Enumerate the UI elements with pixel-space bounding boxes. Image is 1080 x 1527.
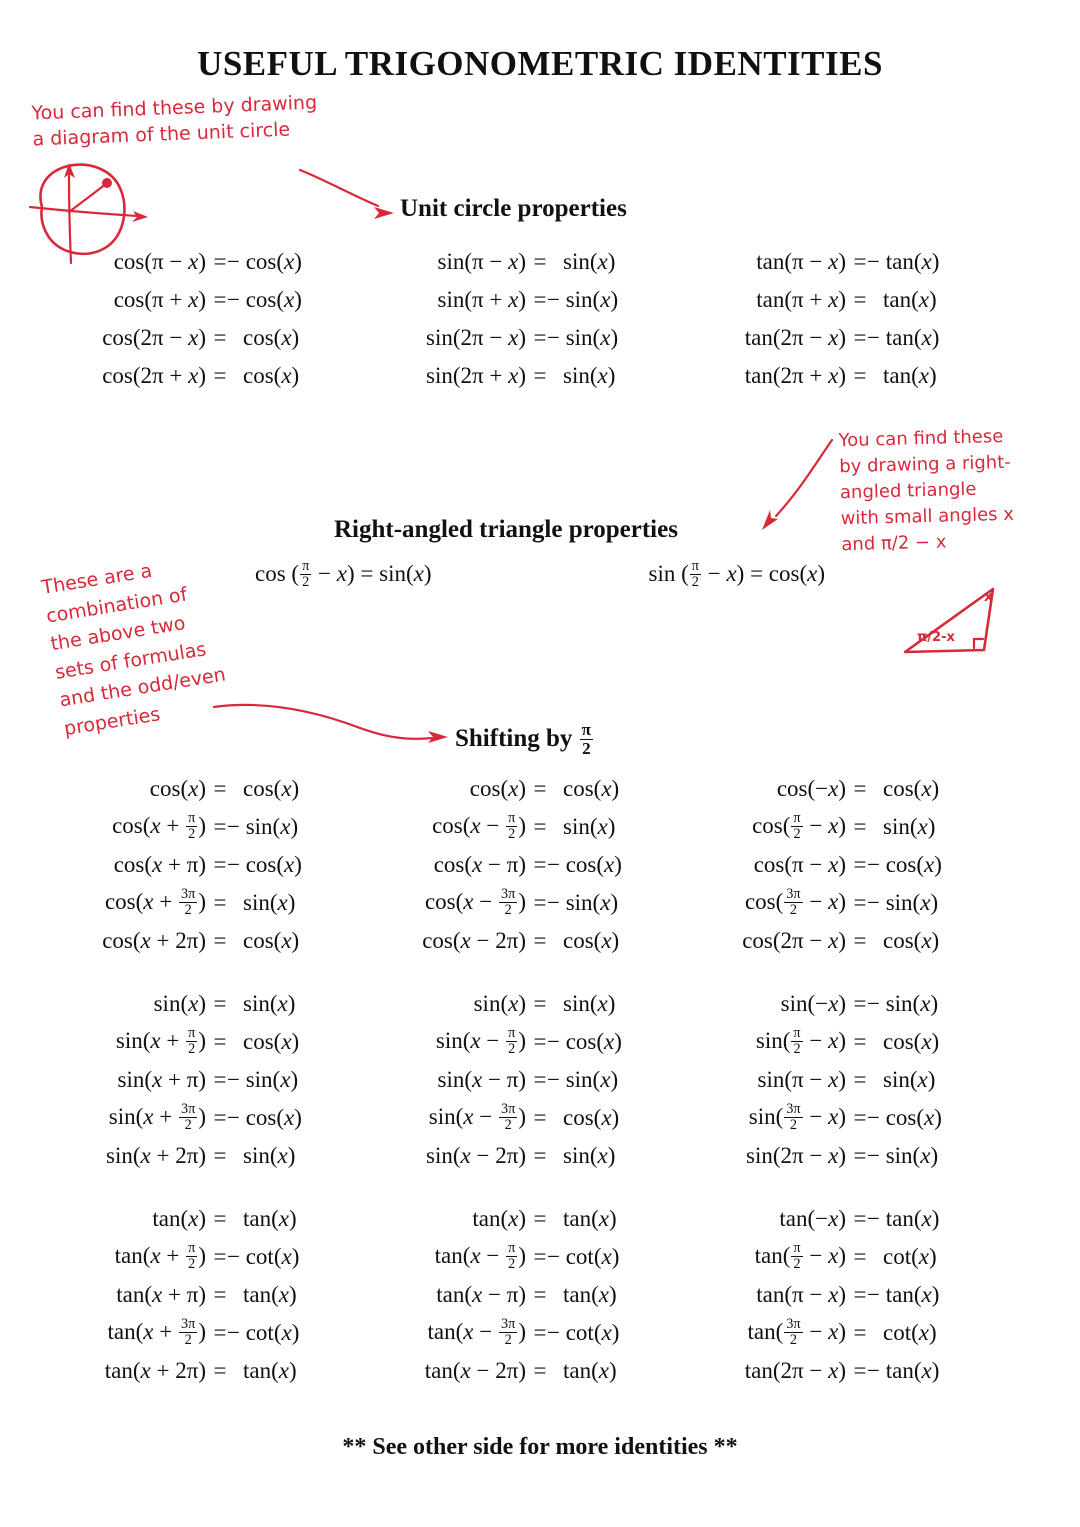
equals-sign: =	[533, 1029, 547, 1054]
formula-lhs: tan(x + $\frac{\pi}{2}$ )	[114, 1239, 206, 1272]
formula-row	[60, 770, 380, 808]
formula-lhs: cos( $\frac{3\pi}{2}$ − x)	[744, 885, 846, 918]
formula-rhs: − sin(x)	[227, 814, 299, 839]
formula-row	[700, 1137, 1020, 1175]
formula-lhs: tan(π + x)	[756, 287, 846, 312]
formula-lhs: tan(π − x)	[756, 1282, 846, 1307]
equals-sign: =	[533, 814, 547, 839]
formula-row	[380, 884, 700, 922]
formula-row	[380, 1238, 700, 1276]
formula-rhs: cot(x)	[883, 1244, 937, 1269]
formula-row	[700, 922, 1020, 960]
formula-row	[60, 1099, 380, 1137]
equals-sign: =	[533, 890, 547, 915]
formula-row	[700, 884, 1020, 922]
formula-row	[60, 281, 380, 319]
formula-rhs: tan(x)	[243, 1282, 297, 1307]
formula-rhs: − sin(x)	[227, 1067, 299, 1092]
equals-sign: =	[213, 1029, 227, 1054]
formula-row	[60, 1023, 380, 1061]
formula-row	[380, 846, 700, 884]
formula-lhs: sin(x + 2π)	[106, 1143, 206, 1168]
equals-sign: =	[533, 249, 547, 274]
formula-lhs: cos(x)	[149, 776, 206, 801]
equals-sign: =	[213, 776, 227, 801]
equals-sign: =	[853, 249, 867, 274]
equals-sign: =	[533, 852, 547, 877]
formula-row	[380, 1276, 700, 1314]
formula-lhs: cos( $\frac{\pi}{2}$ − x)	[752, 809, 846, 842]
formula-row	[60, 243, 380, 281]
equals-sign: =	[213, 890, 227, 915]
equals-sign: =	[853, 325, 867, 350]
formula-rhs: − cot(x)	[227, 1320, 300, 1345]
formula-lhs: sin(2π − x)	[746, 1143, 846, 1168]
formula-lhs: cos(x − 2π)	[422, 928, 526, 953]
formula-rhs: tan(x)	[243, 1206, 297, 1231]
formula-rhs: sin(x)	[563, 991, 616, 1016]
formula-rhs: − cos(x)	[227, 852, 302, 877]
formula-row	[700, 985, 1020, 1023]
formula-lhs: cos(−x)	[776, 776, 846, 801]
right-triangle-formula-row	[255, 560, 825, 591]
formula-rhs: sin(x)	[883, 814, 936, 839]
equals-sign: =	[213, 1143, 227, 1168]
equals-sign: =	[533, 928, 547, 953]
formula-row	[380, 1200, 700, 1238]
formula-row	[60, 922, 380, 960]
formula-lhs: tan(2π + x)	[744, 363, 846, 388]
formula-lhs: sin(−x)	[780, 991, 846, 1016]
formula-lhs: tan(x − $\frac{3\pi}{2}$ )	[427, 1315, 526, 1348]
formula-lhs: cos(x + $\frac{3\pi}{2}$ )	[104, 885, 206, 918]
formula-lhs: sin(x − $\frac{\pi}{2}$ )	[435, 1024, 526, 1057]
formula-row	[60, 1137, 380, 1175]
formula-lhs: sin(x + $\frac{3\pi}{2}$ )	[108, 1100, 206, 1133]
equals-sign: =	[533, 1067, 547, 1092]
formula-row	[60, 1061, 380, 1099]
formula-row	[60, 1276, 380, 1314]
formula-row	[380, 985, 700, 1023]
formula-lhs: sin( $\frac{\pi}{2}$ − x)	[755, 1024, 846, 1057]
formula-lhs: tan(−x)	[779, 1206, 846, 1231]
formula-rhs: − sin(x)	[867, 991, 939, 1016]
formula-rhs: sin(x)	[243, 890, 296, 915]
formula-row	[380, 281, 700, 319]
equals-sign: =	[853, 1320, 867, 1345]
formula-lhs: sin(x)	[153, 991, 206, 1016]
formula-rhs: cos(x)	[563, 1105, 620, 1130]
equals-sign: =	[213, 1206, 227, 1231]
formula-row	[700, 1314, 1020, 1352]
formula-row	[380, 1023, 700, 1061]
equals-sign: =	[533, 776, 547, 801]
annotation-shifting: These are a combination of the above two sets of formulas and the odd/even properties	[40, 559, 228, 740]
formula-rhs: − cot(x)	[547, 1244, 620, 1269]
formula-row	[60, 1352, 380, 1390]
equals-sign: =	[853, 1143, 867, 1168]
formula-rhs: − tan(x)	[867, 1282, 940, 1307]
formula-lhs: sin(x − π)	[437, 1067, 526, 1092]
arrow-to-shifting-heading	[214, 705, 448, 743]
formula-lhs: cos(x)	[469, 776, 526, 801]
formula-lhs: cos(x + π)	[113, 852, 206, 877]
formula-rhs: − cos(x)	[867, 1105, 942, 1130]
formula-lhs: tan( $\frac{3\pi}{2}$ − x)	[747, 1315, 846, 1348]
equals-sign: =	[853, 890, 867, 915]
formula-row	[380, 1061, 700, 1099]
formula-rhs: cos(x)	[883, 776, 940, 801]
formula-lhs: tan(x + 2π)	[104, 1358, 206, 1383]
formula-rhs: − tan(x)	[867, 1358, 940, 1383]
shifting-tan-formula-table	[60, 1200, 1020, 1390]
equals-sign: =	[213, 1105, 227, 1130]
formula-rhs: tan(x)	[563, 1282, 617, 1307]
formula-row	[700, 1276, 1020, 1314]
formula-lhs: cos(π − x)	[753, 852, 846, 877]
pi-over-two-fraction: $\frac{\pi}{2}$	[581, 720, 591, 758]
equals-sign: =	[533, 287, 547, 312]
formula-rhs: − cos(x)	[227, 249, 302, 274]
formula-row	[60, 846, 380, 884]
formula-lhs: cos(2π + x)	[102, 363, 206, 388]
formula-sin-complement: sin ( $\frac{\pi}{2}$ − x) = cos(x)	[648, 558, 825, 590]
heading-shifting-label: Shifting by	[455, 725, 573, 753]
formula-rhs: cot(x)	[883, 1320, 937, 1345]
arrow-to-right-triangle-heading	[762, 440, 832, 530]
equals-sign: =	[533, 1143, 547, 1168]
formula-row	[700, 808, 1020, 846]
formula-rhs: sin(x)	[883, 1067, 936, 1092]
formula-rhs: cos(x)	[563, 776, 620, 801]
triangle-angle-complement-label: π/2-x	[917, 630, 955, 645]
formula-lhs: sin(π − x)	[757, 1067, 846, 1092]
formula-lhs: sin(π + x)	[437, 287, 526, 312]
formula-row	[380, 808, 700, 846]
formula-row	[60, 1314, 380, 1352]
formula-row	[700, 1023, 1020, 1061]
equals-sign: =	[853, 928, 867, 953]
formula-rhs: cos(x)	[563, 928, 620, 953]
formula-lhs: tan(x − 2π)	[424, 1358, 526, 1383]
formula-rhs: − tan(x)	[867, 325, 940, 350]
annotation-unit-circle: You can find these by drawing a diagram of the unit circle	[31, 91, 318, 151]
equals-sign: =	[533, 325, 547, 350]
formula-lhs: sin(2π − x)	[426, 325, 526, 350]
formula-lhs: tan(x − π)	[436, 1282, 526, 1307]
formula-lhs: sin( $\frac{3\pi}{2}$ − x)	[748, 1100, 846, 1133]
formula-lhs: cos(π − x)	[113, 249, 206, 274]
formula-lhs: sin(x)	[473, 991, 526, 1016]
equals-sign: =	[853, 852, 867, 877]
formula-row	[60, 884, 380, 922]
formula-lhs: sin(x + π)	[117, 1067, 206, 1092]
triangle-angle-x-label: x	[984, 589, 994, 605]
equals-sign: =	[853, 1206, 867, 1231]
formula-rhs: sin(x)	[563, 363, 616, 388]
equals-sign: =	[533, 991, 547, 1016]
formula-row	[700, 1061, 1020, 1099]
formula-rhs: tan(x)	[563, 1358, 617, 1383]
equals-sign: =	[853, 363, 867, 388]
formula-lhs: sin(x − $\frac{3\pi}{2}$ )	[428, 1100, 526, 1133]
formula-rhs: − cot(x)	[227, 1244, 300, 1269]
equals-sign: =	[853, 1244, 867, 1269]
formula-lhs: tan(2π − x)	[744, 1358, 846, 1383]
formula-row	[380, 1352, 700, 1390]
equals-sign: =	[213, 249, 227, 274]
equals-sign: =	[533, 363, 547, 388]
formula-row	[700, 281, 1020, 319]
equals-sign: =	[213, 814, 227, 839]
equals-sign: =	[853, 1358, 867, 1383]
equals-sign: =	[213, 1320, 227, 1345]
formula-rhs: − cos(x)	[227, 287, 302, 312]
formula-cos-complement: cos ( $\frac{\pi}{2}$ − x) = sin(x)	[255, 558, 432, 590]
formula-row	[700, 1352, 1020, 1390]
formula-rhs: − sin(x)	[547, 1067, 619, 1092]
shifting-sin-formula-table	[60, 985, 1020, 1175]
formula-lhs: tan(x)	[472, 1206, 526, 1231]
unit-circle-formula-table	[60, 243, 1020, 395]
equals-sign: =	[213, 287, 227, 312]
formula-rhs: cos(x)	[883, 1029, 940, 1054]
formula-row	[700, 770, 1020, 808]
formula-rhs: sin(x)	[563, 1143, 616, 1168]
formula-row	[60, 808, 380, 846]
formula-lhs: cos(x − $\frac{\pi}{2}$ )	[432, 809, 526, 842]
formula-row	[700, 1238, 1020, 1276]
formula-lhs: tan(x + $\frac{3\pi}{2}$ )	[107, 1315, 206, 1348]
formula-rhs: cos(x)	[243, 928, 300, 953]
equals-sign: =	[533, 1244, 547, 1269]
formula-rhs: sin(x)	[243, 1143, 296, 1168]
formula-row	[380, 1137, 700, 1175]
formula-lhs: tan( $\frac{\pi}{2}$ − x)	[754, 1239, 846, 1272]
equals-sign: =	[213, 852, 227, 877]
formula-rhs: sin(x)	[243, 991, 296, 1016]
formula-lhs: cos(x + $\frac{\pi}{2}$ )	[112, 809, 206, 842]
formula-lhs: tan(2π − x)	[744, 325, 846, 350]
equals-sign: =	[853, 1105, 867, 1130]
formula-rhs: tan(x)	[883, 287, 937, 312]
formula-row	[60, 357, 380, 395]
equals-sign: =	[853, 1067, 867, 1092]
formula-rhs: − sin(x)	[547, 325, 619, 350]
equals-sign: =	[213, 928, 227, 953]
formula-row	[380, 770, 700, 808]
annotation-right-triangle: You can find these by drawing a right- angled triangle with small angles x and π/2 − x	[838, 425, 1015, 556]
formula-rhs: − tan(x)	[867, 249, 940, 274]
formula-lhs: sin(π − x)	[437, 249, 526, 274]
heading-right-angled-triangle-properties: Right-angled triangle properties	[334, 516, 678, 543]
formula-row	[60, 319, 380, 357]
equals-sign: =	[213, 1244, 227, 1269]
equals-sign: =	[213, 363, 227, 388]
heading-shifting-by-pi-over-2	[455, 722, 594, 759]
formula-lhs: sin(x + $\frac{\pi}{2}$ )	[115, 1024, 206, 1057]
shifting-cos-formula-table	[60, 770, 1020, 960]
formula-rhs: sin(x)	[563, 249, 616, 274]
formula-rhs: sin(x)	[563, 814, 616, 839]
page-title: USEFUL TRIGONOMETRIC IDENTITIES	[197, 44, 883, 83]
formula-rhs: − sin(x)	[867, 1143, 939, 1168]
formula-rhs: cos(x)	[243, 1029, 300, 1054]
equals-sign: =	[853, 776, 867, 801]
equals-sign: =	[533, 1320, 547, 1345]
formula-row	[380, 357, 700, 395]
equals-sign: =	[533, 1282, 547, 1307]
equals-sign: =	[533, 1206, 547, 1231]
equals-sign: =	[213, 1358, 227, 1383]
formula-row	[60, 985, 380, 1023]
formula-row	[60, 1200, 380, 1238]
formula-rhs: − cos(x)	[547, 1029, 622, 1054]
equals-sign: =	[533, 1358, 547, 1383]
right-triangle-sketch	[905, 589, 993, 652]
formula-rhs: cos(x)	[243, 325, 300, 350]
formula-rhs: − tan(x)	[867, 1206, 940, 1231]
equals-sign: =	[213, 325, 227, 350]
equals-sign: =	[213, 1282, 227, 1307]
formula-row	[380, 1314, 700, 1352]
formula-row	[700, 357, 1020, 395]
equals-sign: =	[853, 991, 867, 1016]
equals-sign: =	[853, 287, 867, 312]
equals-sign: =	[213, 991, 227, 1016]
formula-rhs: − sin(x)	[547, 890, 619, 915]
formula-row	[380, 922, 700, 960]
formula-rhs: cos(x)	[243, 776, 300, 801]
formula-rhs: − cos(x)	[227, 1105, 302, 1130]
formula-row	[700, 243, 1020, 281]
formula-rhs: − sin(x)	[867, 890, 939, 915]
formula-lhs: cos(π + x)	[113, 287, 206, 312]
formula-lhs: cos(2π − x)	[742, 928, 846, 953]
formula-rhs: − cos(x)	[867, 852, 942, 877]
equals-sign: =	[533, 1105, 547, 1130]
formula-rhs: cos(x)	[883, 928, 940, 953]
arrow-to-unit-circle-heading	[300, 170, 394, 219]
formula-lhs: sin(x − 2π)	[426, 1143, 526, 1168]
formula-row	[700, 1200, 1020, 1238]
formula-row	[700, 1099, 1020, 1137]
heading-unit-circle-properties: Unit circle properties	[400, 195, 627, 222]
formula-lhs: tan(x)	[152, 1206, 206, 1231]
formula-lhs: cos(2π − x)	[102, 325, 206, 350]
formula-rhs: tan(x)	[243, 1358, 297, 1383]
formula-rhs: − sin(x)	[547, 287, 619, 312]
equals-sign: =	[853, 1029, 867, 1054]
formula-rhs: tan(x)	[883, 363, 937, 388]
formula-lhs: cos(x − π)	[433, 852, 526, 877]
formula-row	[380, 1099, 700, 1137]
equals-sign: =	[853, 814, 867, 839]
formula-rhs: tan(x)	[563, 1206, 617, 1231]
formula-row	[700, 846, 1020, 884]
formula-lhs: cos(x + 2π)	[102, 928, 206, 953]
formula-lhs: sin(2π + x)	[426, 363, 526, 388]
formula-row	[380, 243, 700, 281]
formula-lhs: tan(x − $\frac{\pi}{2}$ )	[434, 1239, 526, 1272]
equals-sign: =	[213, 1067, 227, 1092]
footer-note: ** See other side for more identities **	[342, 1434, 738, 1460]
formula-rhs: cos(x)	[243, 363, 300, 388]
formula-rhs: − cot(x)	[547, 1320, 620, 1345]
equals-sign: =	[853, 1282, 867, 1307]
formula-lhs: cos(x − $\frac{3\pi}{2}$ )	[424, 885, 526, 918]
formula-rhs: − cos(x)	[547, 852, 622, 877]
formula-lhs: tan(x + π)	[116, 1282, 206, 1307]
formula-row	[700, 319, 1020, 357]
formula-row	[60, 1238, 380, 1276]
formula-row	[380, 319, 700, 357]
formula-lhs: tan(π − x)	[756, 249, 846, 274]
